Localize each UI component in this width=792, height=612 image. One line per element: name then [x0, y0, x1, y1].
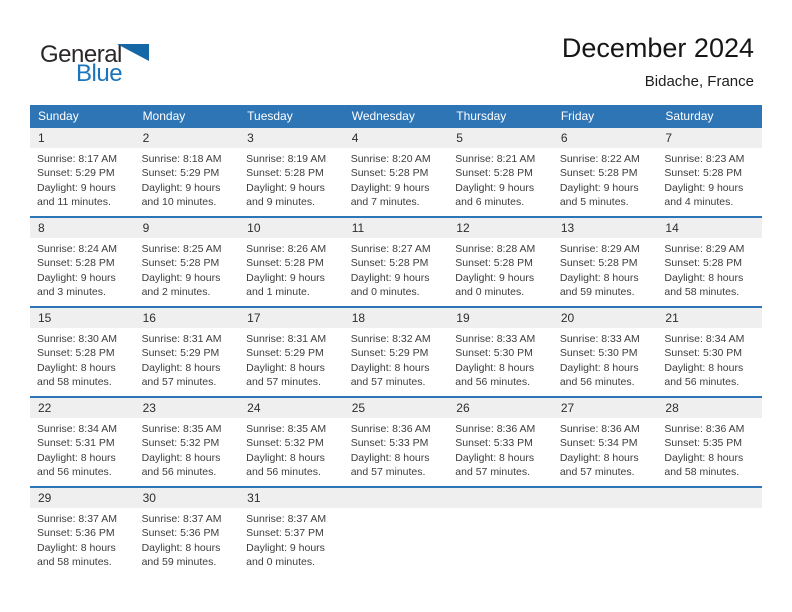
- daylight-line-2: and 57 minutes.: [455, 465, 530, 478]
- day-number: 2: [135, 128, 240, 148]
- day-sun-info: [657, 418, 762, 479]
- daylight-line-2: and 0 minutes.: [246, 555, 316, 568]
- logo-text-general: General: [40, 41, 122, 68]
- daylight-line-1: Daylight: 8 hours: [141, 361, 221, 374]
- day-sun-info: [344, 418, 449, 479]
- day-number: 3: [239, 128, 344, 148]
- sunrise-line: Sunrise: 8:18 AM: [141, 153, 222, 165]
- sunrise-line: Sunrise: 8:33 AM: [455, 333, 536, 345]
- calendar-day-cell-19: [448, 308, 553, 396]
- calendar-day-cell-5: [448, 128, 553, 216]
- calendar-day-cell-11: [344, 218, 449, 306]
- daylight-line-2: and 6 minutes.: [455, 195, 525, 208]
- calendar-day-cell-26: [448, 398, 553, 486]
- sunrise-line: Sunrise: 8:37 AM: [37, 513, 117, 525]
- day-number: 5: [448, 128, 553, 148]
- week-row: [30, 396, 762, 486]
- daylight-line-2: and 57 minutes.: [559, 465, 635, 478]
- daylight-line-2: and 59 minutes.: [141, 555, 217, 568]
- daylight-line-2: and 4 minutes.: [664, 195, 734, 208]
- sunset-line: Sunset: 5:28 PM: [559, 257, 638, 270]
- daylight-line-1: Daylight: 9 hours: [350, 181, 430, 194]
- daylight-line-1: Daylight: 9 hours: [559, 181, 639, 194]
- calendar-day-cell-30: [135, 488, 240, 576]
- daylight-line-2: and 58 minutes.: [664, 465, 740, 478]
- sunset-line: Sunset: 5:29 PM: [141, 167, 220, 180]
- day-sun-info: [553, 238, 658, 299]
- calendar-day-cell-8: [30, 218, 135, 306]
- day-sun-info: [30, 148, 135, 209]
- daylight-line-1: Daylight: 8 hours: [559, 451, 639, 464]
- calendar-empty-cell: [657, 488, 762, 576]
- daylight-line-2: and 57 minutes.: [246, 375, 321, 388]
- sunrise-line: Sunrise: 8:33 AM: [559, 333, 640, 345]
- sunrise-line: Sunrise: 8:36 AM: [350, 423, 431, 435]
- daylight-line-2: and 2 minutes.: [141, 285, 211, 298]
- day-number: 8: [30, 218, 135, 238]
- sunset-line: Sunset: 5:32 PM: [246, 437, 324, 450]
- sunset-line: Sunset: 5:34 PM: [559, 437, 638, 450]
- day-sun-info: [448, 328, 553, 389]
- daylight-line-2: and 56 minutes.: [246, 465, 321, 478]
- day-sun-info: [344, 328, 449, 389]
- sunrise-line: Sunrise: 8:19 AM: [246, 153, 327, 165]
- calendar-day-cell-17: [239, 308, 344, 396]
- day-number: 27: [553, 398, 658, 418]
- daylight-line-2: and 58 minutes.: [37, 555, 112, 568]
- day-sun-info: [448, 508, 553, 512]
- week-row: [30, 126, 762, 216]
- sunset-line: Sunset: 5:28 PM: [664, 257, 743, 270]
- calendar-empty-cell: [344, 488, 449, 576]
- calendar-day-cell-29: [30, 488, 135, 576]
- sunrise-line: Sunrise: 8:34 AM: [37, 423, 117, 435]
- sunset-line: Sunset: 5:30 PM: [455, 347, 533, 360]
- daylight-line-2: and 56 minutes.: [455, 375, 530, 388]
- day-sun-info: [553, 328, 658, 389]
- sunset-line: Sunset: 5:33 PM: [455, 437, 533, 450]
- day-sun-info: [657, 238, 762, 299]
- calendar-day-cell-1: [30, 128, 135, 216]
- sunset-line: Sunset: 5:30 PM: [664, 347, 743, 360]
- day-number: 9: [135, 218, 240, 238]
- day-sun-info: [239, 328, 344, 389]
- sunrise-line: Sunrise: 8:20 AM: [350, 153, 431, 165]
- weekday-header-monday: Monday: [142, 108, 186, 123]
- calendar-day-cell-24: [239, 398, 344, 486]
- daylight-line-2: and 0 minutes.: [455, 285, 525, 298]
- daylight-line-1: Daylight: 8 hours: [37, 451, 116, 464]
- daylight-line-2: and 7 minutes.: [350, 195, 420, 208]
- week-row: [30, 216, 762, 306]
- sunset-line: Sunset: 5:33 PM: [350, 437, 429, 450]
- daylight-line-1: Daylight: 8 hours: [559, 271, 639, 284]
- daylight-line-1: Daylight: 8 hours: [559, 361, 639, 374]
- day-number: 1: [30, 128, 135, 148]
- sunrise-line: Sunrise: 8:37 AM: [141, 513, 222, 525]
- daylight-line-1: Daylight: 8 hours: [246, 361, 325, 374]
- day-number: 20: [553, 308, 658, 328]
- daylight-line-1: Daylight: 9 hours: [37, 181, 116, 194]
- day-sun-info: [239, 508, 344, 569]
- day-number: 11: [344, 218, 449, 238]
- daylight-line-1: Daylight: 8 hours: [350, 361, 430, 374]
- sunset-line: Sunset: 5:30 PM: [559, 347, 638, 360]
- page-title: December 2024: [561, 33, 754, 63]
- sunset-line: Sunset: 5:35 PM: [664, 437, 743, 450]
- day-sun-info: [239, 418, 344, 479]
- sunset-line: Sunset: 5:29 PM: [37, 167, 115, 180]
- calendar-day-cell-23: [135, 398, 240, 486]
- weekday-header-thursday: Thursday: [456, 108, 507, 123]
- daylight-line-1: Daylight: 8 hours: [455, 361, 535, 374]
- calendar-day-cell-28: [657, 398, 762, 486]
- daylight-line-2: and 56 minutes.: [664, 375, 740, 388]
- day-number: 19: [448, 308, 553, 328]
- day-number: 25: [344, 398, 449, 418]
- logo-text-blue: Blue: [76, 60, 123, 87]
- calendar-empty-cell: [448, 488, 553, 576]
- sunset-line: Sunset: 5:29 PM: [350, 347, 429, 360]
- calendar-day-cell-27: [553, 398, 658, 486]
- day-number: [553, 488, 658, 508]
- sunset-line: Sunset: 5:28 PM: [37, 257, 115, 270]
- daylight-line-1: Daylight: 8 hours: [664, 451, 744, 464]
- day-sun-info: [448, 238, 553, 299]
- weekday-header-tuesday: Tuesday: [247, 108, 293, 123]
- daylight-line-1: Daylight: 8 hours: [664, 271, 744, 284]
- daylight-line-2: and 56 minutes.: [37, 465, 112, 478]
- sunrise-line: Sunrise: 8:35 AM: [246, 423, 327, 435]
- daylight-line-2: and 1 minute.: [246, 285, 310, 298]
- calendar-weeks: [30, 126, 762, 576]
- sunrise-line: Sunrise: 8:35 AM: [141, 423, 222, 435]
- calendar-day-cell-3: [239, 128, 344, 216]
- sunrise-line: Sunrise: 8:29 AM: [559, 243, 640, 255]
- sunset-line: Sunset: 5:36 PM: [141, 527, 220, 540]
- sunset-line: Sunset: 5:28 PM: [455, 167, 533, 180]
- sunset-line: Sunset: 5:29 PM: [141, 347, 220, 360]
- daylight-line-1: Daylight: 9 hours: [455, 271, 535, 284]
- daylight-line-2: and 58 minutes.: [37, 375, 112, 388]
- daylight-line-2: and 56 minutes.: [559, 375, 635, 388]
- day-number: 17: [239, 308, 344, 328]
- sunrise-line: Sunrise: 8:28 AM: [455, 243, 536, 255]
- day-sun-info: [135, 148, 240, 209]
- sunset-line: Sunset: 5:28 PM: [350, 167, 429, 180]
- daylight-line-2: and 5 minutes.: [559, 195, 629, 208]
- day-sun-info: [135, 508, 240, 569]
- daylight-line-1: Daylight: 8 hours: [350, 451, 430, 464]
- calendar-day-cell-2: [135, 128, 240, 216]
- location-subtitle: Bidache, France: [644, 73, 754, 90]
- sunset-line: Sunset: 5:36 PM: [37, 527, 115, 540]
- day-number: 26: [448, 398, 553, 418]
- calendar-day-cell-31: [239, 488, 344, 576]
- daylight-line-1: Daylight: 9 hours: [246, 541, 325, 554]
- sunset-line: Sunset: 5:28 PM: [350, 257, 429, 270]
- sunrise-line: Sunrise: 8:30 AM: [37, 333, 117, 345]
- day-number: 23: [135, 398, 240, 418]
- sunset-line: Sunset: 5:28 PM: [455, 257, 533, 270]
- calendar-day-cell-16: [135, 308, 240, 396]
- daylight-line-2: and 57 minutes.: [141, 375, 217, 388]
- daylight-line-1: Daylight: 9 hours: [141, 181, 221, 194]
- sunrise-line: Sunrise: 8:27 AM: [350, 243, 431, 255]
- daylight-line-2: and 58 minutes.: [664, 285, 740, 298]
- day-sun-info: [135, 238, 240, 299]
- daylight-line-1: Daylight: 9 hours: [246, 271, 325, 284]
- day-number: 12: [448, 218, 553, 238]
- day-sun-info: [553, 418, 658, 479]
- daylight-line-1: Daylight: 8 hours: [455, 451, 535, 464]
- day-number: 6: [553, 128, 658, 148]
- daylight-line-1: Daylight: 9 hours: [664, 181, 744, 194]
- daylight-line-1: Daylight: 9 hours: [37, 271, 116, 284]
- day-number: [657, 488, 762, 508]
- daylight-line-2: and 10 minutes.: [141, 195, 217, 208]
- sunset-line: Sunset: 5:29 PM: [246, 347, 324, 360]
- daylight-line-2: and 3 minutes.: [37, 285, 106, 298]
- sunrise-line: Sunrise: 8:29 AM: [664, 243, 745, 255]
- sunrise-line: Sunrise: 8:37 AM: [246, 513, 327, 525]
- calendar-day-cell-14: [657, 218, 762, 306]
- calendar-day-cell-18: [344, 308, 449, 396]
- day-number: 29: [30, 488, 135, 508]
- title-block: [562, 33, 754, 90]
- day-number: 10: [239, 218, 344, 238]
- calendar-day-cell-20: [553, 308, 658, 396]
- daylight-line-2: and 11 minutes.: [37, 195, 111, 208]
- day-sun-info: [135, 328, 240, 389]
- calendar-day-cell-21: [657, 308, 762, 396]
- daylight-line-2: and 59 minutes.: [559, 285, 635, 298]
- day-number: [448, 488, 553, 508]
- day-sun-info: [448, 418, 553, 479]
- day-sun-info: [30, 508, 135, 569]
- sunrise-line: Sunrise: 8:31 AM: [141, 333, 222, 345]
- day-sun-info: [344, 508, 449, 512]
- day-sun-info: [239, 238, 344, 299]
- day-number: 22: [30, 398, 135, 418]
- week-row: [30, 306, 762, 396]
- daylight-line-1: Daylight: 9 hours: [141, 271, 221, 284]
- calendar-grid: [30, 105, 762, 576]
- calendar-day-cell-7: [657, 128, 762, 216]
- sunrise-line: Sunrise: 8:34 AM: [664, 333, 745, 345]
- daylight-line-1: Daylight: 9 hours: [350, 271, 430, 284]
- daylight-line-2: and 57 minutes.: [350, 375, 426, 388]
- day-number: 4: [344, 128, 449, 148]
- daylight-line-1: Daylight: 8 hours: [664, 361, 744, 374]
- sunset-line: Sunset: 5:32 PM: [141, 437, 220, 450]
- calendar-day-cell-12: [448, 218, 553, 306]
- weekday-header-row: [30, 105, 762, 126]
- day-sun-info: [553, 508, 658, 512]
- day-number: 14: [657, 218, 762, 238]
- day-sun-info: [30, 238, 135, 299]
- day-number: 24: [239, 398, 344, 418]
- sunrise-line: Sunrise: 8:17 AM: [37, 153, 117, 165]
- day-number: [344, 488, 449, 508]
- sunrise-line: Sunrise: 8:21 AM: [455, 153, 536, 165]
- sunset-line: Sunset: 5:31 PM: [37, 437, 115, 450]
- day-number: 21: [657, 308, 762, 328]
- calendar-day-cell-9: [135, 218, 240, 306]
- sunset-line: Sunset: 5:28 PM: [141, 257, 220, 270]
- weekday-header-saturday: Saturday: [665, 108, 714, 123]
- day-sun-info: [448, 148, 553, 209]
- calendar-day-cell-22: [30, 398, 135, 486]
- sunset-line: Sunset: 5:28 PM: [664, 167, 743, 180]
- sunrise-line: Sunrise: 8:31 AM: [246, 333, 327, 345]
- day-sun-info: [553, 148, 658, 209]
- sunrise-line: Sunrise: 8:36 AM: [559, 423, 640, 435]
- sunrise-line: Sunrise: 8:23 AM: [664, 153, 745, 165]
- day-sun-info: [344, 238, 449, 299]
- sunrise-line: Sunrise: 8:36 AM: [455, 423, 536, 435]
- day-sun-info: [135, 418, 240, 479]
- daylight-line-1: Daylight: 8 hours: [37, 541, 116, 554]
- daylight-line-2: and 56 minutes.: [141, 465, 217, 478]
- calendar-day-cell-4: [344, 128, 449, 216]
- day-sun-info: [657, 328, 762, 389]
- weekday-header-friday: Friday: [560, 108, 595, 123]
- day-number: 18: [344, 308, 449, 328]
- week-row: [30, 486, 762, 576]
- daylight-line-2: and 0 minutes.: [350, 285, 420, 298]
- calendar-day-cell-25: [344, 398, 449, 486]
- daylight-line-1: Daylight: 8 hours: [141, 541, 221, 554]
- day-number: 16: [135, 308, 240, 328]
- sunset-line: Sunset: 5:28 PM: [37, 347, 115, 360]
- calendar-day-cell-6: [553, 128, 658, 216]
- calendar-day-cell-15: [30, 308, 135, 396]
- daylight-line-2: and 9 minutes.: [246, 195, 316, 208]
- day-number: 28: [657, 398, 762, 418]
- daylight-line-1: Daylight: 8 hours: [246, 451, 325, 464]
- general-blue-logo: [40, 40, 180, 86]
- sunrise-line: Sunrise: 8:32 AM: [350, 333, 431, 345]
- weekday-header-sunday: Sunday: [38, 108, 79, 123]
- calendar-day-cell-10: [239, 218, 344, 306]
- day-sun-info: [239, 148, 344, 209]
- daylight-line-1: Daylight: 8 hours: [141, 451, 221, 464]
- daylight-line-1: Daylight: 9 hours: [455, 181, 535, 194]
- daylight-line-1: Daylight: 8 hours: [37, 361, 116, 374]
- day-sun-info: [657, 508, 762, 512]
- day-sun-info: [30, 328, 135, 389]
- daylight-line-2: and 57 minutes.: [350, 465, 426, 478]
- day-number: 7: [657, 128, 762, 148]
- sunset-line: Sunset: 5:28 PM: [246, 257, 324, 270]
- calendar-empty-cell: [553, 488, 658, 576]
- sunrise-line: Sunrise: 8:25 AM: [141, 243, 222, 255]
- sunrise-line: Sunrise: 8:26 AM: [246, 243, 327, 255]
- day-sun-info: [30, 418, 135, 479]
- sunrise-line: Sunrise: 8:22 AM: [559, 153, 640, 165]
- day-number: 15: [30, 308, 135, 328]
- day-sun-info: [344, 148, 449, 209]
- sunrise-line: Sunrise: 8:36 AM: [664, 423, 745, 435]
- day-number: 13: [553, 218, 658, 238]
- sunset-line: Sunset: 5:37 PM: [246, 527, 324, 540]
- sunrise-line: Sunrise: 8:24 AM: [37, 243, 117, 255]
- weekday-header-wednesday: Wednesday: [351, 108, 415, 123]
- day-sun-info: [657, 148, 762, 209]
- sunset-line: Sunset: 5:28 PM: [246, 167, 324, 180]
- day-number: 30: [135, 488, 240, 508]
- day-number: 31: [239, 488, 344, 508]
- calendar-day-cell-13: [553, 218, 658, 306]
- sunset-line: Sunset: 5:28 PM: [559, 167, 638, 180]
- daylight-line-1: Daylight: 9 hours: [246, 181, 325, 194]
